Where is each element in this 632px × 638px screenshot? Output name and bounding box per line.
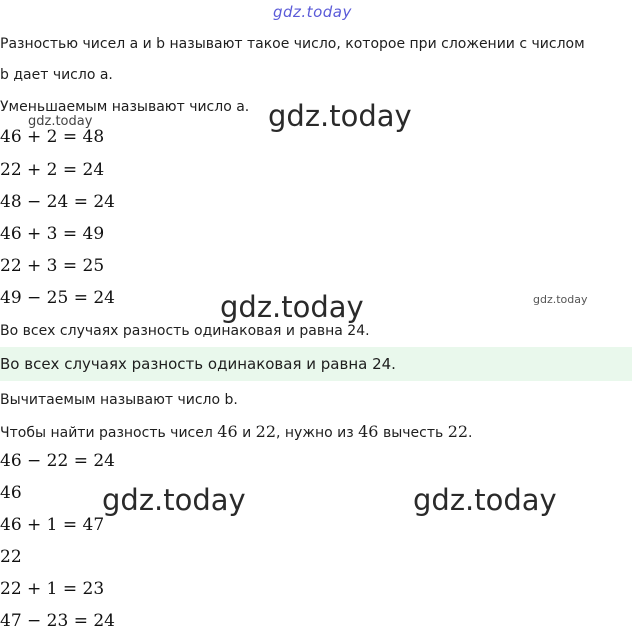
watermark-3: gdz.today <box>220 290 364 324</box>
paragraph-definition-line1: Разностью чисел а и b называют такое число, которое при сложении с числом <box>0 36 585 52</box>
equation-3: 48 − 24 = 24 <box>0 192 115 212</box>
highlight-box <box>0 347 632 381</box>
equation-11: 22 + 1 = 23 <box>0 579 105 599</box>
instruction-text-c: вычесть <box>382 425 444 441</box>
watermark-6: gdz.today <box>413 483 557 517</box>
instruction-text-and: и <box>242 425 252 441</box>
watermark-2: gdz.today <box>28 114 93 129</box>
watermark-top: gdz.today <box>273 3 352 21</box>
equation-8: 46 <box>0 483 22 503</box>
equation-1: 46 + 2 = 48 <box>0 127 105 147</box>
instruction-number-4: 22 <box>447 422 469 441</box>
paragraph-instruction <box>0 422 473 441</box>
paragraph-definition-line2: b дает число а. <box>0 67 113 83</box>
equation-10: 22 <box>0 547 22 567</box>
equation-2: 22 + 2 = 24 <box>0 160 105 180</box>
instruction-text-end: . <box>468 425 473 441</box>
watermark-4: gdz.today <box>533 293 588 306</box>
equation-4: 46 + 3 = 49 <box>0 224 105 244</box>
instruction-number-3: 46 <box>358 422 379 441</box>
equation-12: 47 − 23 = 24 <box>0 611 115 631</box>
watermark-1: gdz.today <box>268 99 412 133</box>
instruction-number-2: 22 <box>255 422 276 441</box>
equation-6: 49 − 25 = 24 <box>0 288 115 308</box>
paragraph-conclusion: Во всех случаях разность одинаковая и равна 24. <box>0 323 370 339</box>
watermark-5: gdz.today <box>102 483 246 517</box>
highlight-text: Во всех случаях разность одинаковая и равна 24. <box>0 355 396 373</box>
instruction-text-a: Чтобы найти разность чисел <box>0 425 213 441</box>
paragraph-subtrahend: Вычитаемым называют число b. <box>0 392 238 408</box>
equation-5: 22 + 3 = 25 <box>0 256 105 276</box>
paragraph-minuend: Уменьшаемым называют число а. <box>0 99 250 115</box>
instruction-text-b: , нужно из <box>276 425 354 441</box>
equation-9: 46 + 1 = 47 <box>0 515 105 535</box>
instruction-number-1: 46 <box>217 422 238 441</box>
equation-7: 46 − 22 = 24 <box>0 451 115 471</box>
